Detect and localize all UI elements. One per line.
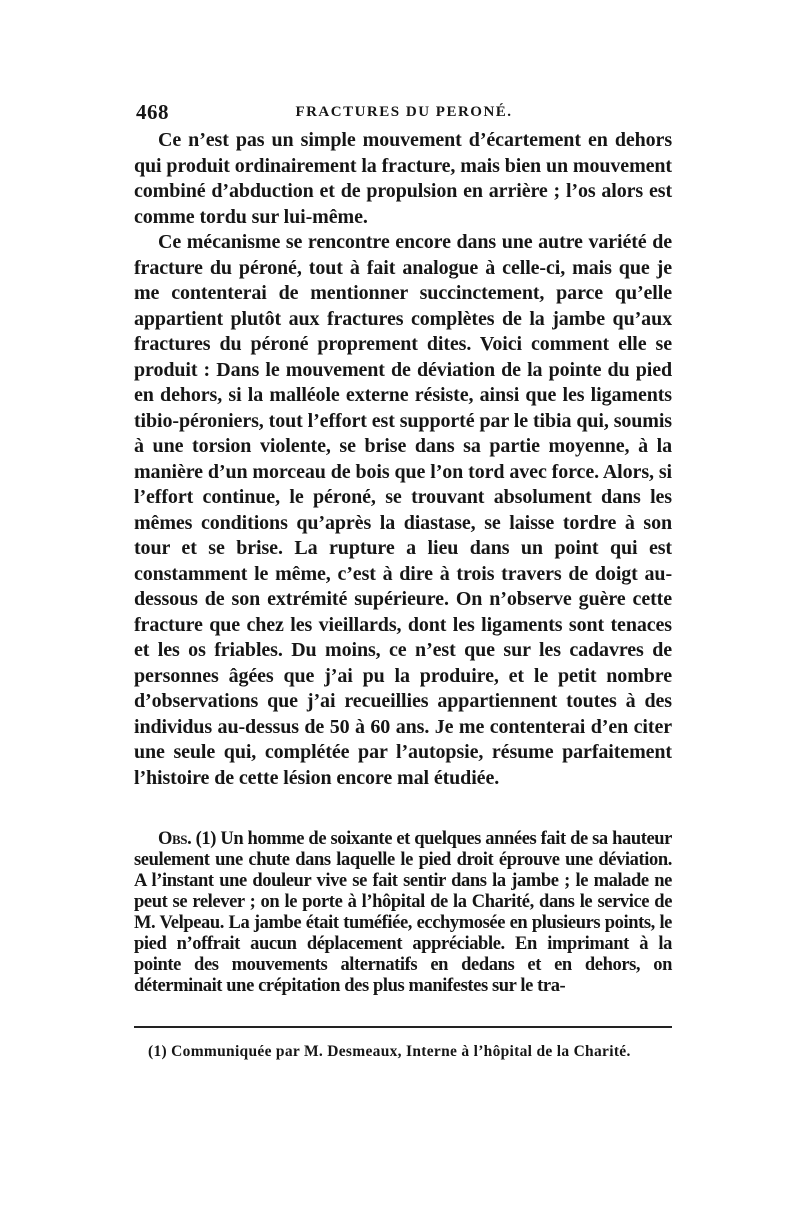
page-number: 468: [136, 100, 169, 124]
paragraph: Ce n’est pas un simple mouvement d’écartement en dehors qui produit ordinairement la fracture, mais bien un mouvement combiné d’abduction et de propulsion en arrière ; l’os alors est comme tordu sur lui-même.: [134, 129, 672, 228]
observation-text: Un homme de soixante et quelques années fait de sa hauteur seulement une chute dans laquelle le pied droit éprouve une déviation. A l’instant une douleur vive se fait sentir dans la jambe ; le malade ne peut se relever ; on le porte à l’hôpital de la Charité, dans le service de M. Velpeau. La jambe était tuméfiée, ecchymosée en plusieurs points, le pied n’offrait aucun déplacement appréciable. En imprimant à la pointe des mouvements alternatifs en dedans et en dehors, on déterminait une crépitation des plus manifestes sur le tra-: [134, 829, 672, 996]
page-header: [136, 100, 672, 124]
observation-label: Obs.: [158, 829, 192, 849]
observation-paragraph: [134, 829, 672, 997]
footnote-reference: (1): [195, 829, 217, 849]
paragraph: Ce mécanisme se rencontre encore dans une autre variété de fracture du péroné, tout à fait analogue à celle-ci, mais que je me contenterai de mentionner succinctement, parce qu’elle appartient plutôt aux fractures complètes de la jambe qu’aux fractures du péroné proprement dites. Voici comment elle se produit : Dans le mouvement de déviation de la pointe du pied en dehors, si la malléole externe résiste, ainsi que les ligaments tibio-péroniers, tout l’effort est supporté par le tibia qui, soumis à une torsion violente, se brise dans sa partie moyenne, à la manière d’un morceau de bois que l’on tord avec force. Alors, si l’effort continue, le péroné, se trouvant absolument dans les mêmes conditions qu’après la diastase, se laisse tordre à son tour et se brise. La rupture a lieu dans un point qui est constamment le même, c’est à dire à trois travers de doigt au-dessous de son extrémité supérieure. On n’observe guère cette fracture que chez les vieillards, dont les ligaments sont tenaces et les os friables. Du moins, ce n’est que sur les cadavres de personnes âgées que j’ai pu la produire, et le petit nombre d’observations que j’ai recueillies appartiennent toutes à des individus au-dessus de 50 à 60 ans. Je me contenterai d’en citer une seule qui, complétée par l’autopsie, résume parfaitement l’histoire de cette lésion encore mal étudiée.: [134, 231, 672, 789]
main-text: [134, 128, 672, 791]
footnote: (1) Communiquée par M. Desmeaux, Interne à l’hôpital de la Charité.: [148, 1043, 631, 1060]
footnote-divider: [134, 1026, 672, 1028]
running-title: FRACTURES DU PERONÉ.: [295, 104, 513, 120]
